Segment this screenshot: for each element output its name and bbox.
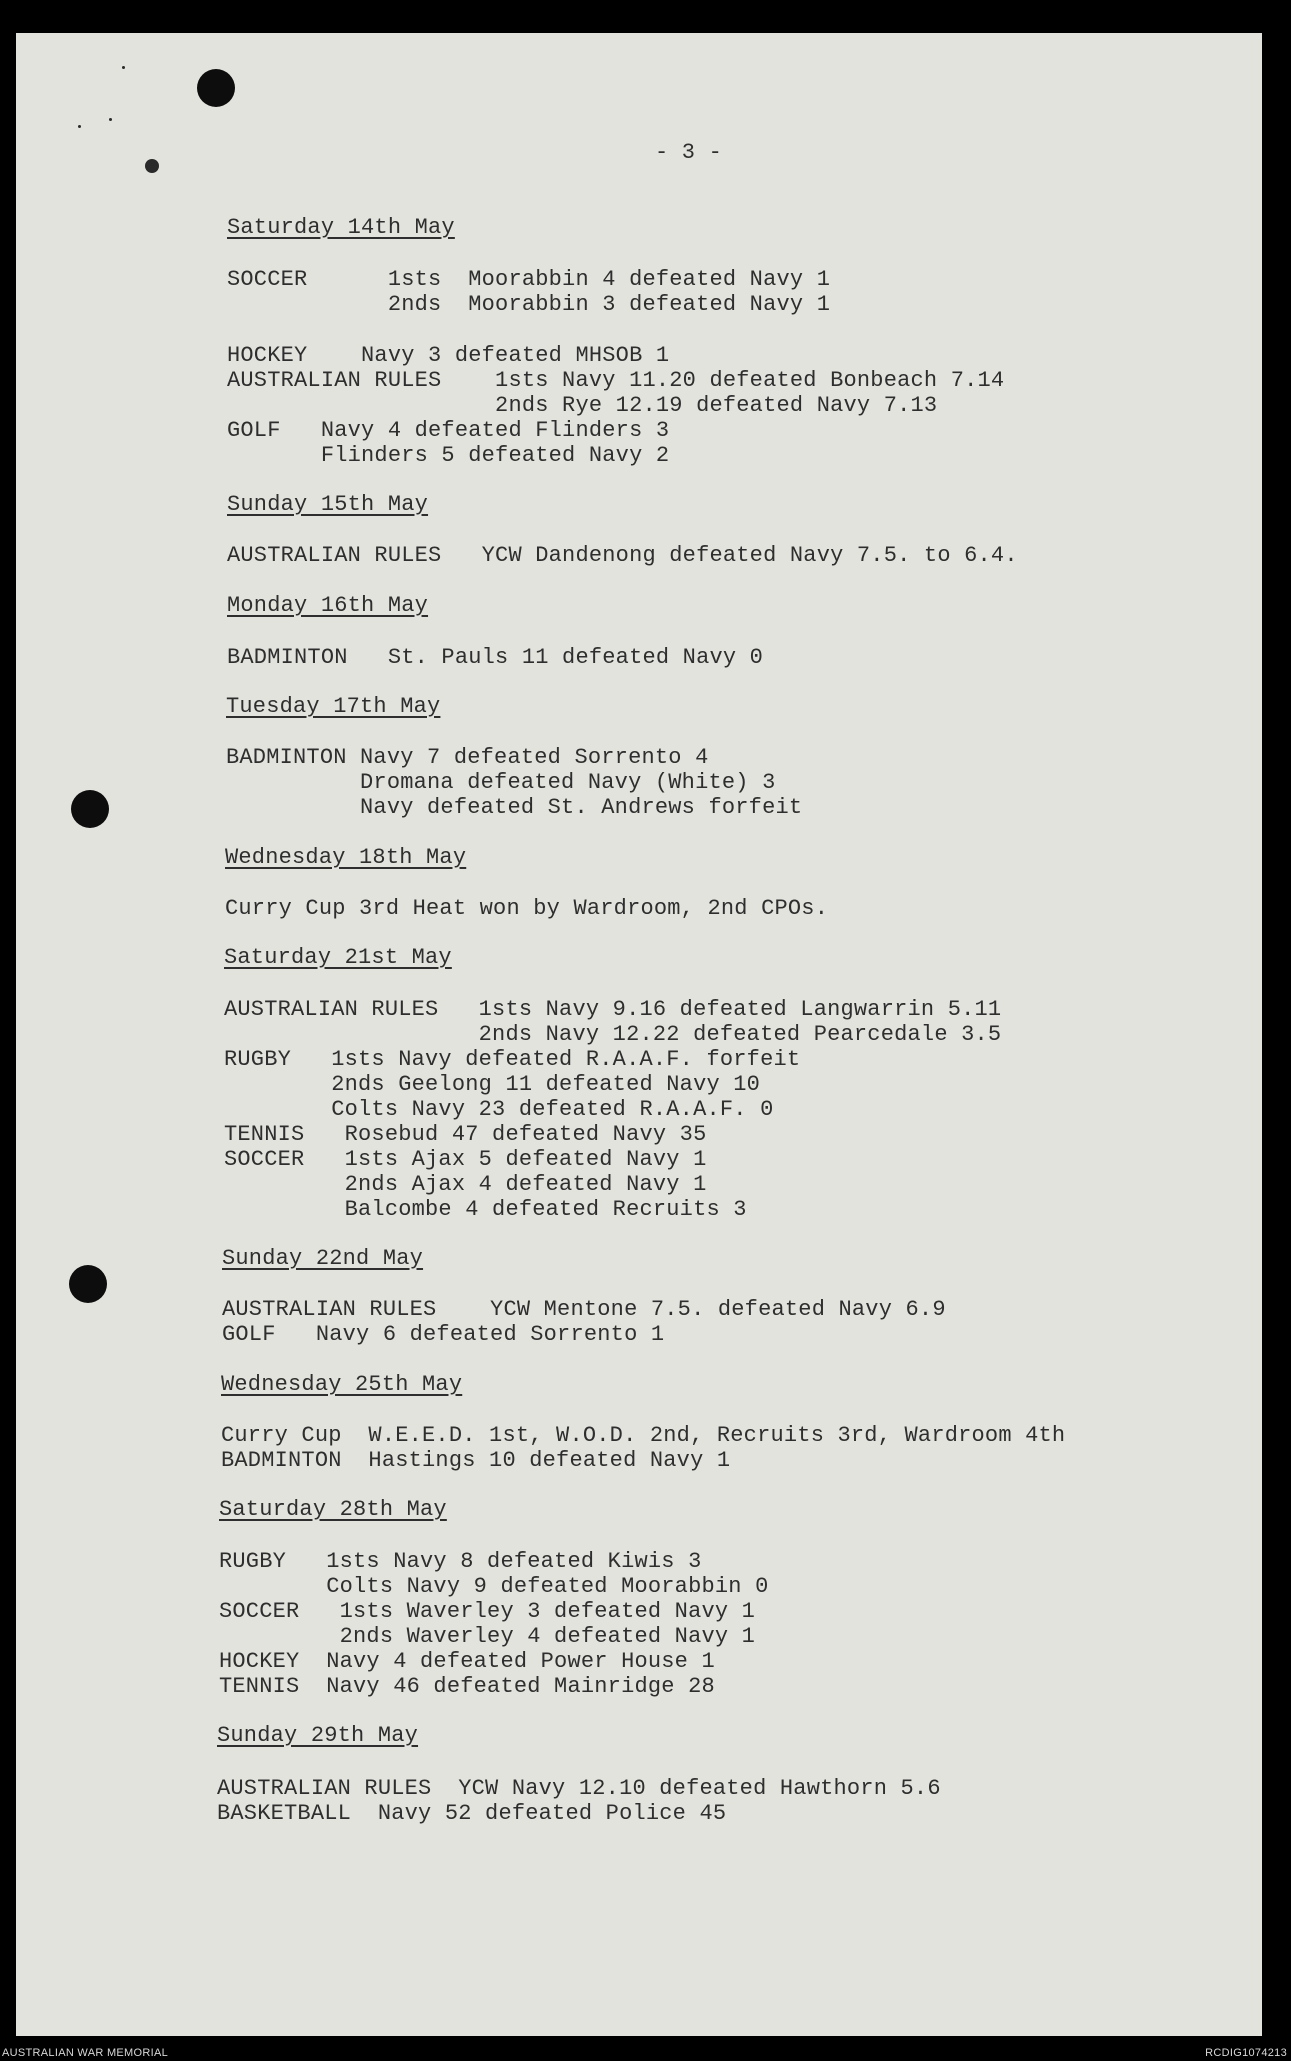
result-line: SOCCER 1sts Waverley 3 defeated Navy 1 [219, 1599, 756, 1624]
result-line: Colts Navy 9 defeated Moorabbin 0 [219, 1574, 769, 1599]
result-line: BADMINTON Navy 7 defeated Sorrento 4 [226, 745, 709, 770]
result-line: BADMINTON Hastings 10 defeated Navy 1 [221, 1448, 731, 1473]
date-heading: Saturday 28th May [219, 1497, 447, 1522]
result-line: BADMINTON St. Pauls 11 defeated Navy 0 [227, 645, 764, 670]
date-heading: Sunday 29th May [217, 1723, 419, 1748]
date-heading: Wednesday 25th May [221, 1372, 463, 1397]
punch-hole-top [197, 69, 235, 107]
paper-blemish [109, 118, 112, 121]
document-page [16, 33, 1262, 2036]
result-line: Colts Navy 23 defeated R.A.A.F. 0 [224, 1097, 774, 1122]
result-line: Navy defeated St. Andrews forfeit [226, 795, 803, 820]
result-line: RUGBY 1sts Navy 8 defeated Kiwis 3 [219, 1549, 702, 1574]
paper-blemish [78, 125, 81, 128]
result-line: AUSTRALIAN RULES YCW Dandenong defeated Navy 7.5. to 6.4. [227, 543, 1018, 568]
punch-hole-lower [69, 1265, 107, 1303]
result-line: Flinders 5 defeated Navy 2 [227, 443, 670, 468]
punch-hole-middle [71, 790, 109, 828]
result-line: TENNIS Navy 46 defeated Mainridge 28 [219, 1674, 715, 1699]
result-line: Dromana defeated Navy (White) 3 [226, 770, 776, 795]
result-line: 2nds Rye 12.19 defeated Navy 7.13 [227, 393, 938, 418]
result-line: GOLF Navy 6 defeated Sorrento 1 [222, 1322, 665, 1347]
page-number: - 3 - [655, 140, 723, 165]
date-heading: Saturday 14th May [227, 215, 455, 240]
archive-credit: AUSTRALIAN WAR MEMORIAL [2, 2047, 169, 2059]
result-line: HOCKEY Navy 4 defeated Power House 1 [219, 1649, 715, 1674]
result-line: Curry Cup 3rd Heat won by Wardroom, 2nd CPOs. [225, 896, 829, 921]
result-line: HOCKEY Navy 3 defeated MHSOB 1 [227, 343, 670, 368]
date-heading: Wednesday 18th May [225, 845, 467, 870]
result-line: 2nds Waverley 4 defeated Navy 1 [219, 1624, 756, 1649]
result-line: 2nds Geelong 11 defeated Navy 10 [224, 1072, 761, 1097]
date-heading: Sunday 22nd May [222, 1246, 424, 1271]
result-line: TENNIS Rosebud 47 defeated Navy 35 [224, 1122, 707, 1147]
paper-blemish [122, 66, 125, 69]
result-line: AUSTRALIAN RULES 1sts Navy 11.20 defeated Bonbeach 7.14 [227, 368, 1005, 393]
paper-blemish [145, 159, 159, 173]
result-line: SOCCER 1sts Ajax 5 defeated Navy 1 [224, 1147, 707, 1172]
result-line: BASKETBALL Navy 52 defeated Police 45 [217, 1801, 727, 1826]
result-line: SOCCER 1sts Moorabbin 4 defeated Navy 1 [227, 267, 831, 292]
result-line: GOLF Navy 4 defeated Flinders 3 [227, 418, 670, 443]
date-heading: Saturday 21st May [224, 945, 452, 970]
result-line: 2nds Moorabbin 3 defeated Navy 1 [227, 292, 831, 317]
date-heading: Sunday 15th May [227, 492, 429, 517]
date-heading: Tuesday 17th May [226, 694, 441, 719]
result-line: Curry Cup W.E.E.D. 1st, W.O.D. 2nd, Recruits 3rd, Wardroom 4th [221, 1423, 1066, 1448]
result-line: Balcombe 4 defeated Recruits 3 [224, 1197, 747, 1222]
result-line: AUSTRALIAN RULES YCW Mentone 7.5. defeated Navy 6.9 [222, 1297, 946, 1322]
date-heading: Monday 16th May [227, 593, 429, 618]
result-line: RUGBY 1sts Navy defeated R.A.A.F. forfeit [224, 1047, 801, 1072]
result-line: 2nds Ajax 4 defeated Navy 1 [224, 1172, 707, 1197]
archive-reference: RCDIG1074213 [1205, 2047, 1287, 2059]
result-line: AUSTRALIAN RULES 1sts Navy 9.16 defeated Langwarrin 5.11 [224, 997, 1002, 1022]
result-line: 2nds Navy 12.22 defeated Pearcedale 3.5 [224, 1022, 1002, 1047]
result-line: AUSTRALIAN RULES YCW Navy 12.10 defeated Hawthorn 5.6 [217, 1776, 941, 1801]
